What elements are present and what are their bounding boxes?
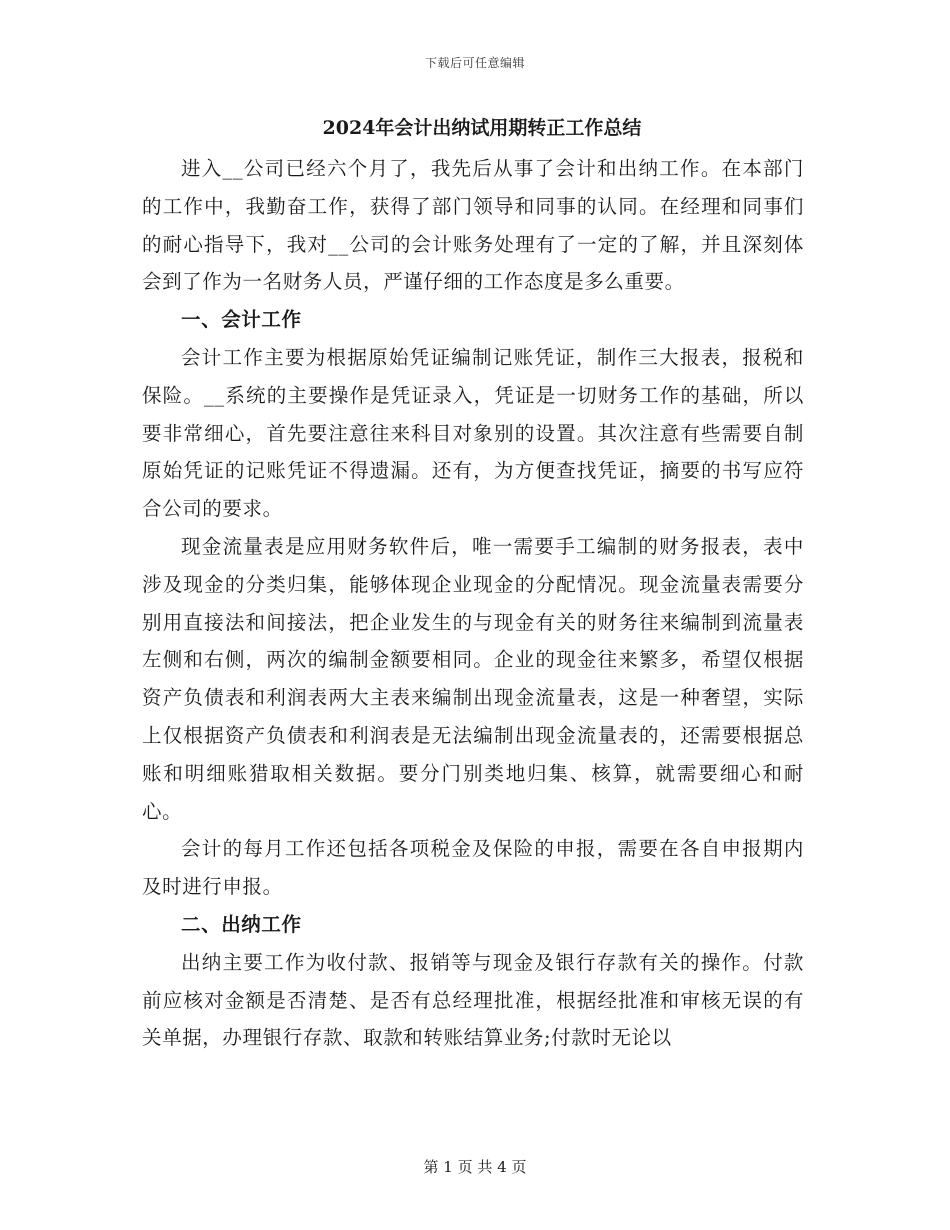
header-note: 下载后可任意编辑 xyxy=(424,56,525,70)
document-title: 2024年会计出纳试用期转正工作总结 xyxy=(322,117,642,139)
section-heading-cashier: 二、出纳工作 xyxy=(181,912,302,936)
accounting-paragraph-2: 现金流量表是应用财务软件后，唯一需要手工编制的财务报表，表中涉及现金的分类归集，能够体现企业现金的分配情况。现金流量表需要分别用直接法和间接法，把企业发生的与现金有关的财务往来编制到流量表左侧和右侧，两次的编制金额要相同。企业的现金往来繁多，希望仅根据资产负债表和利润表两大主表来编制出现金流量表，这是一种奢望，实际上仅根据资产负债表和利润表是无法编制出现金流量表的，还需要根据总账和明细账猎取相关数据。要分门别类地归集、核算，就需要细心和耐心。 xyxy=(142,534,804,823)
accounting-paragraph-3: 会计的每月工作还包括各项税金及保险的申报，需要在各自申报期内及时进行申报。 xyxy=(142,837,804,899)
section-heading-accounting: 一、会计工作 xyxy=(181,308,302,332)
intro-paragraph: 进入__公司已经六个月了，我先后从事了会计和出纳工作。在本部门的工作中，我勤奋工作，获得了部门领导和同事的认同。在经理和同事们的耐心指导下，我对__公司的会计账务处理有了一定的了解，并且深刻体会到了作为一名财务人员，严谨仔细的工作态度是多么重要。 xyxy=(142,157,804,294)
accounting-paragraph-1: 会计工作主要为根据原始凭证编制记账凭证，制作三大报表，报税和保险。__系统的主要操作是凭证录入，凭证是一切财务工作的基础，所以要非常细心，首先要注意往来科目对象别的设置。其次注意有些需要自制原始凭证的记账凭证不得遗漏。还有，为方便查找凭证，摘要的书写应符合公司的要求。 xyxy=(142,345,804,521)
cashier-paragraph-1: 出纳主要工作为收付款、报销等与现金及银行存款有关的操作。付款前应核对金额是否清楚、是否有总经理批准，根据经批准和审核无误的有关单据，办理银行存款、取款和转账结算业务;付款时无论以 xyxy=(142,950,804,1050)
page-number-footer: 第 1 页 共 4 页 xyxy=(423,1158,527,1176)
document-body xyxy=(142,110,804,1057)
